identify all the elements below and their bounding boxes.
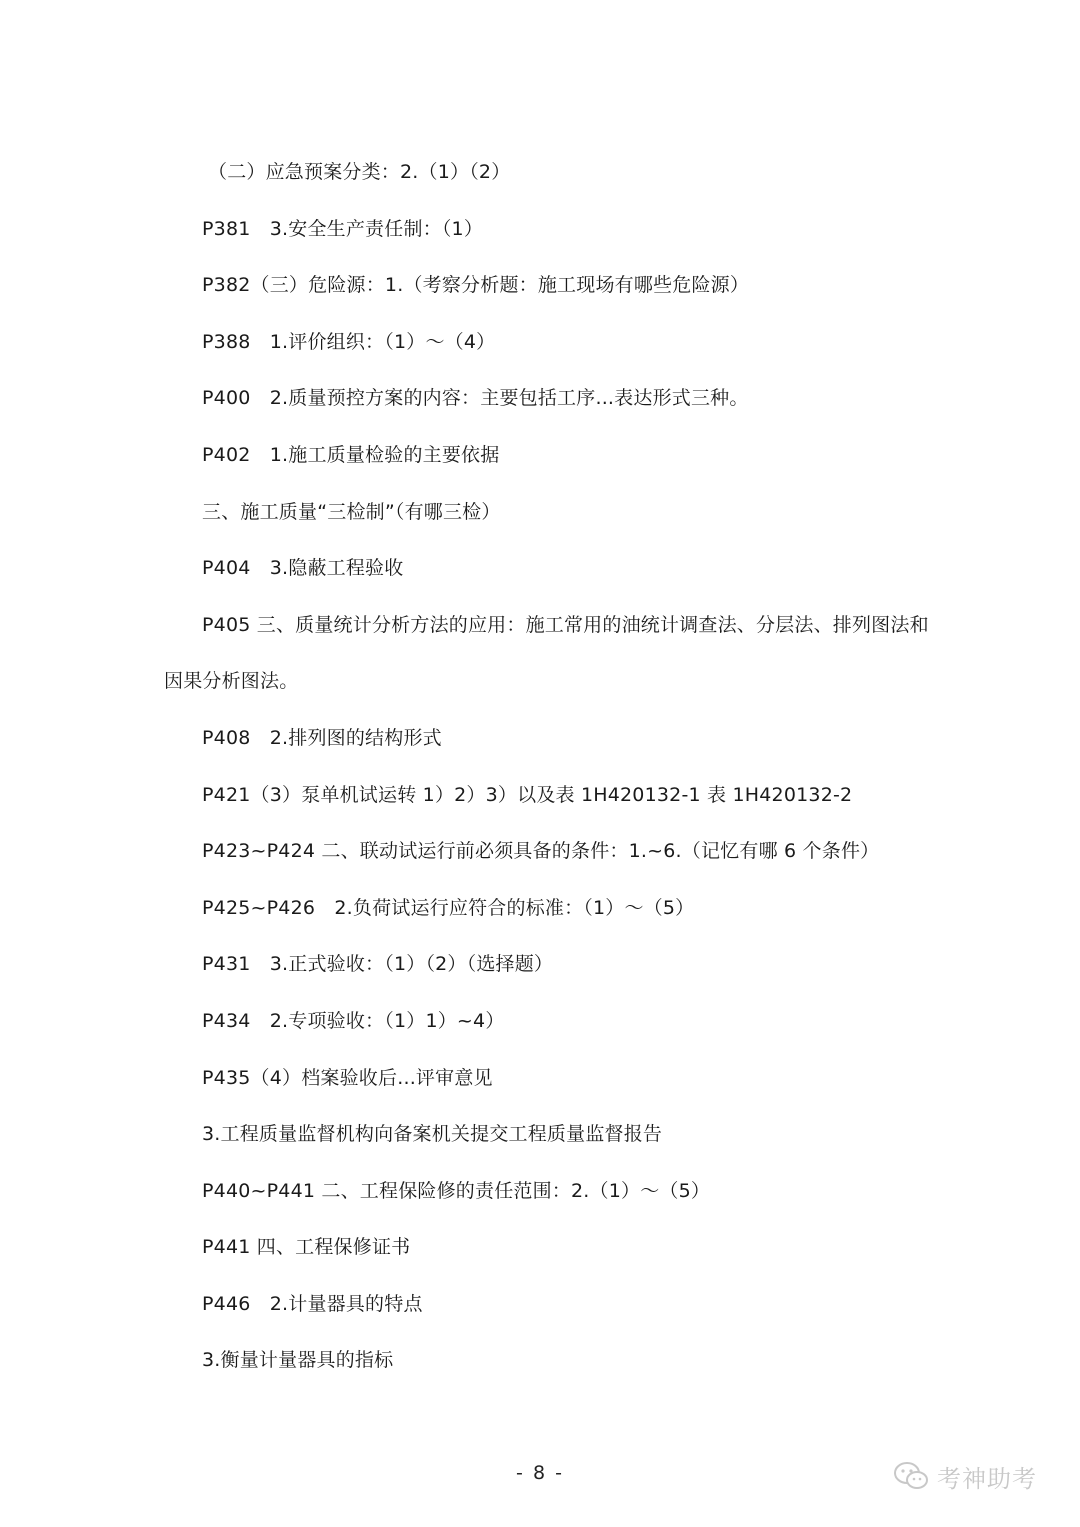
text-line: 三、施工质量“三检制”（有哪三检） [202,500,501,523]
text-line: P382（三）危险源：1.（考察分析题：施工现场有哪些危险源） [202,274,750,297]
text-line: P446 2.计量器具的特点 [202,1292,423,1315]
text-line: P388 1.评价组织：（1）～（4） [202,330,496,353]
text-line: P423~P424 二、联动试运行前必须具备的条件：1.~6.（记忆有哪 6 个条件） [202,840,880,863]
document-body [164,144,944,1389]
text-line: 3.工程质量监督机构向备案机关提交工程质量监督报告 [202,1123,663,1146]
text-line: P381 3.安全生产责任制：（1） [202,217,484,240]
text-line: P431 3.正式验收：（1）（2）（选择题） [202,953,554,976]
text-line: P434 2.专项验收：（1）1）~4） [202,1009,505,1032]
text-line: P404 3.隐蔽工程验收 [202,557,404,580]
watermark [893,1456,1037,1496]
wechat-icon [893,1461,929,1491]
text-line-continuation: 因果分析图法。 [164,670,299,693]
text-line: P440~P441 二、工程保险修的责任范围：2.（1）～（5） [202,1179,711,1202]
text-line: P421（3）泵单机试运转 1）2）3）以及表 1H420132-1 表 1H420132-2 [202,783,853,806]
text-line: P400 2.质量预控方案的内容：主要包括工序...表达形式三种。 [202,387,749,410]
page-number: - 8 - [516,1462,564,1484]
text-line: P425~P426 2.负荷试运行应符合的标准：（1）～（5） [202,896,695,919]
text-line: 3.衡量计量器具的指标 [202,1349,394,1372]
watermark-text: 考神助考 [937,1464,1037,1493]
text-line: P441 四、工程保修证书 [202,1236,411,1259]
text-line: P405 三、质量统计分析方法的应用：施工常用的油统计调查法、分层法、排列图法和 [202,613,929,636]
text-line: P435（4）档案验收后...评审意见 [202,1066,493,1089]
text-line: （二）应急预案分类：2.（1）（2） [208,161,511,183]
text-line: P408 2.排列图的结构形式 [202,726,442,749]
text-line: P402 1.施工质量检验的主要依据 [202,443,500,466]
